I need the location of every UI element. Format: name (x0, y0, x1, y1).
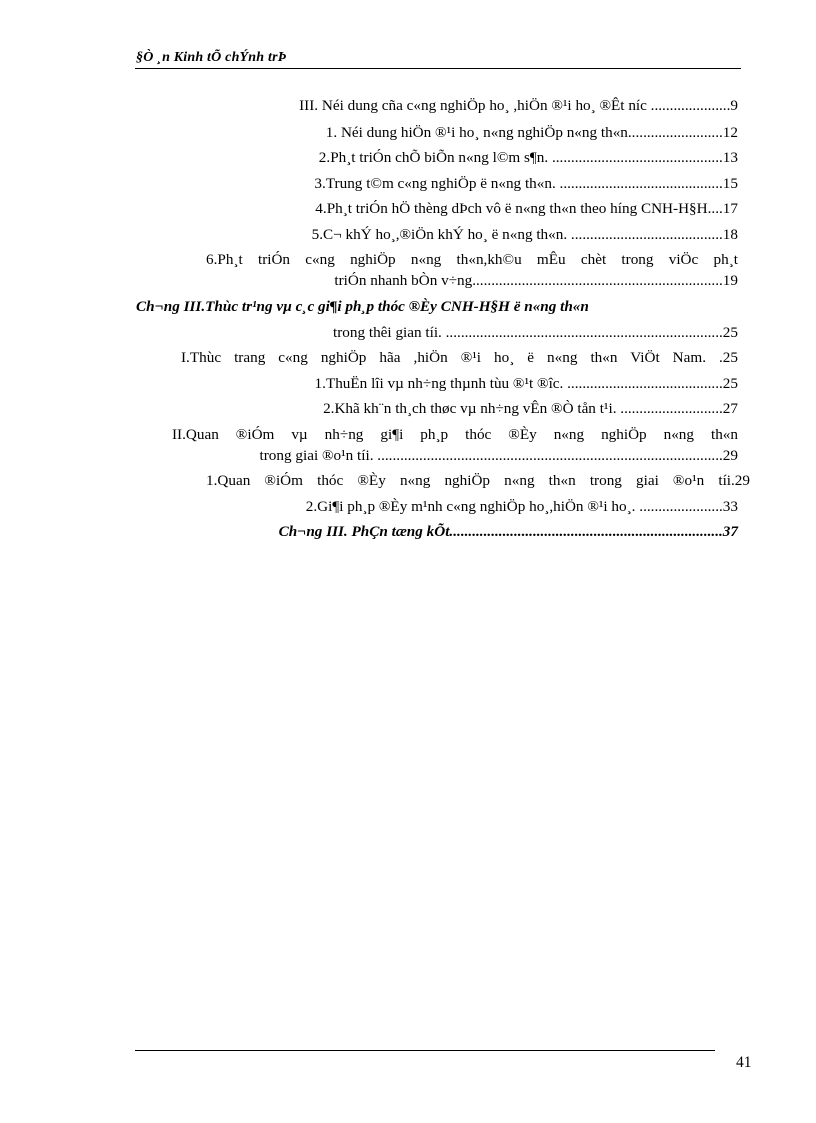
page-header: §Ò ¸n Kinh tÕ chÝnh trÞ (136, 50, 287, 65)
toc-entry-current-situation: I.Thùc trang c«ng nghiÖp hãa ,hiÖn ®¹i ho¸ ë n«ng th«n ViÖt Nam. .25 (181, 349, 738, 366)
toc-entry-difficulties-challenges: 2.Khã kh¨n th¸ch thøc vµ nh÷ng vÊn ®Ò tån t¹i. ...........................27 (323, 400, 738, 417)
toc-chapter-heading: Ch¬ng III.Thùc tr¹ng vµ c¸c gi¶i ph¸p thóc ®Èy CNH-H§H ë n«ng th«n (136, 298, 589, 315)
footer-rule (135, 1050, 715, 1051)
toc-entry-mechanization-electrification: 5.C¬ khÝ ho¸,®iÖn khÝ ho¸ ë n«ng th«n. ........................................18 (311, 226, 738, 243)
toc-entry-promotion-solutions: 2.Gi¶i ph¸p ®Èy m¹nh c«ng nghiÖp ho¸,hiÖn ®¹i ho¸. ......................33 (305, 498, 738, 515)
toc-entry-rural-services: 4.Ph¸t triÓn hÖ thèng dÞch vô ë n«ng th«n theo híng CNH-H§H....17 (315, 200, 738, 217)
toc-entry-rural-industry-key: 6.Ph¸t triÓn c«ng nghiÖp n«ng th«n,kh©u mÊu chèt trong viÖc ph¸t (206, 251, 738, 268)
toc-entry-advantages-achievements: 1.ThuËn lîi vµ nh÷ng thµnh tùu ®¹t ®îc. .........................................25 (314, 375, 738, 392)
toc-entry-agriculture-modernization: 1. Néi dung hiÖn ®¹i ho¸ n«ng nghiÖp n«ng th«n.........................12 (325, 124, 738, 141)
toc-entry-section-content: III. Néi dung cña c«ng nghiÖp ho¸ ,hiÖn ®¹i ho¸ ®Êt níc .....................9 (299, 97, 738, 114)
toc-entry-rural-industrial-center: 3.Trung t©m c«ng nghiÖp ë n«ng th«n. ...........................................15 (314, 175, 738, 192)
toc-entry-viewpoints-solutions: II.Quan ®iÓm vµ nh÷ng gi¶i ph¸p thóc ®Èy n«ng nghiÖp n«ng th«n (172, 426, 738, 443)
toc-entry-rural-industry-key-cont: triÓn nhanh bÒn v÷ng..................................................................19 (334, 272, 738, 289)
toc-entry-promotion-viewpoints: 1.Quan ®iÓm thóc ®Èy n«ng nghiÖp n«ng th«n trong giai ®o¹n tíi.29 (206, 472, 750, 489)
toc-entry-agro-forestry-processing: 2.Ph¸t triÓn chÕ biÕn n«ng l©m s¶n. .............................................13 (318, 149, 738, 166)
page-number: 41 (736, 1054, 752, 1071)
toc-entry-viewpoints-solutions-cont: trong giai ®o¹n tíi. ...........................................................................................29 (259, 447, 738, 464)
table-of-contents (0, 0, 816, 560)
toc-chapter-heading-cont: trong thêi gian tíi. .........................................................................25 (333, 324, 738, 341)
toc-chapter-summary: Ch¬ng III. PhÇn tæng kÕt........................................................................37 (278, 523, 738, 540)
